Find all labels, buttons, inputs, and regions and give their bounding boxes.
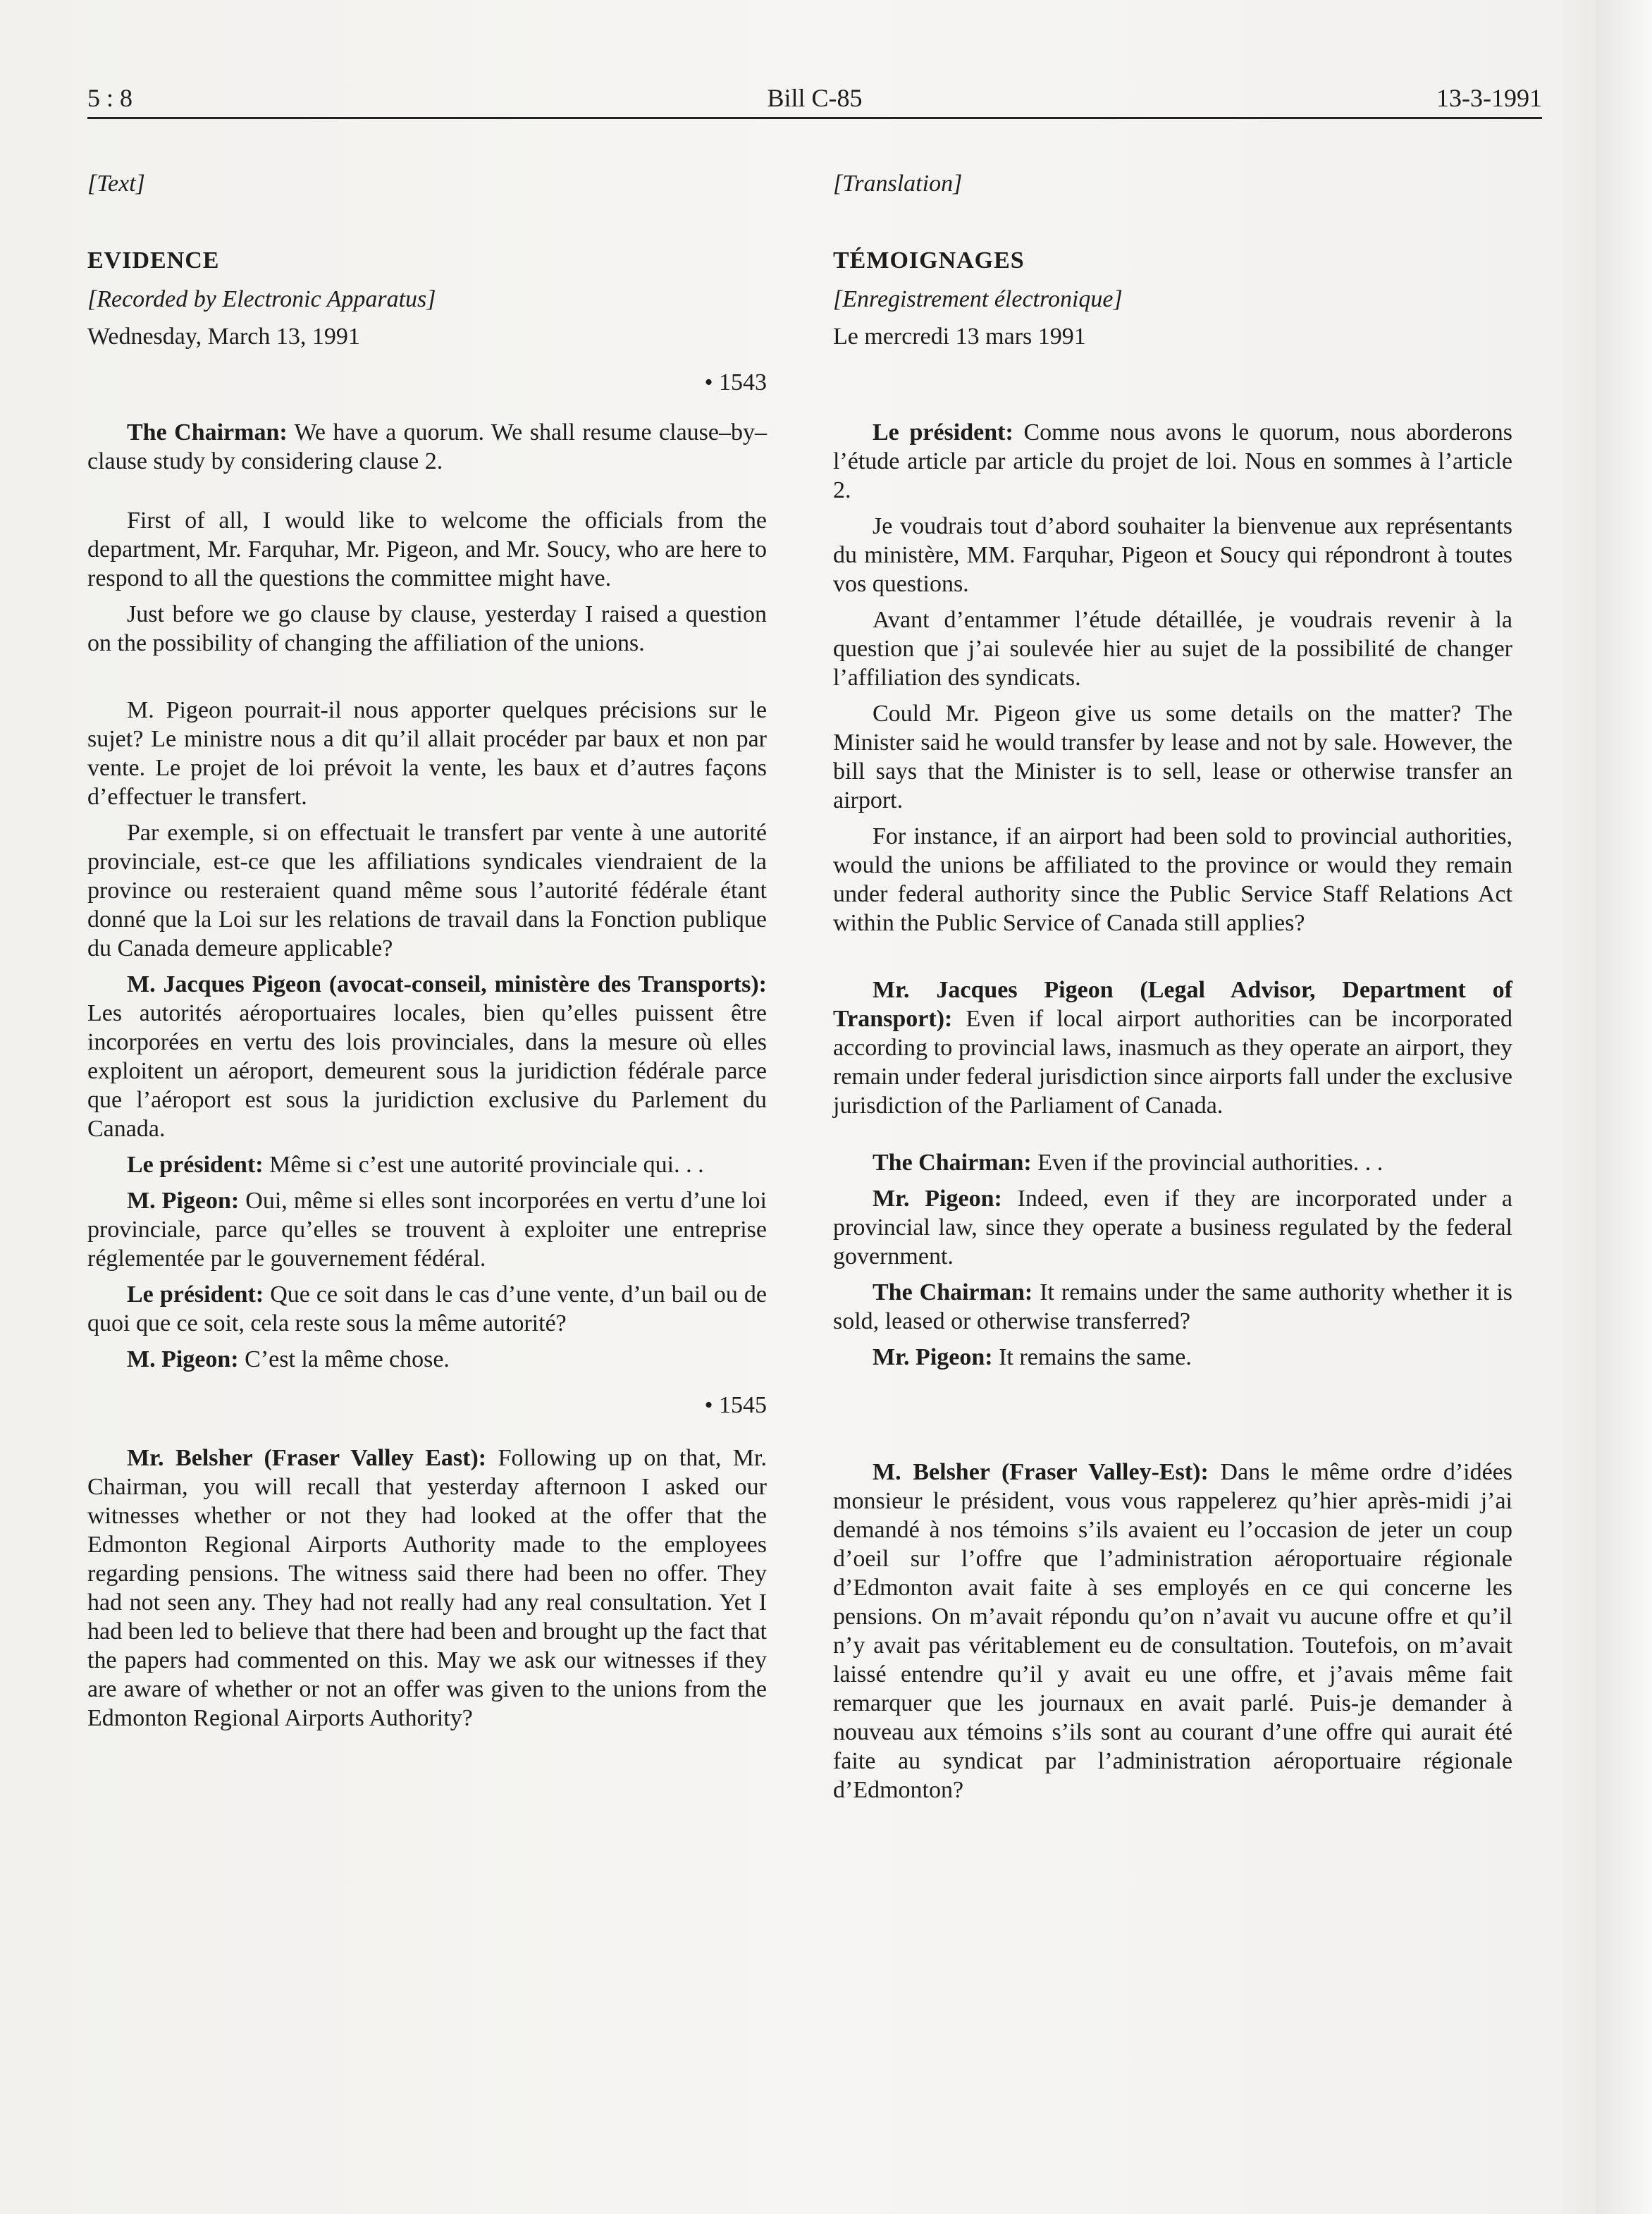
recording-note: [Enregistrement électronique] — [833, 286, 1123, 312]
section-heading: TÉMOIGNAGES — [833, 247, 1025, 273]
speaker-name: Le président: — [873, 419, 1013, 445]
paragraph: The Chairman: We have a quorum. We shall resume clause–by–clause study by considering clause 2. — [87, 419, 768, 474]
paragraph: First of all, I would like to welcome the officials from the department, Mr. Farquhar, Mr. Pigeon, and Mr. Soucy, who are here to respond to all the questions the committee might have. — [87, 508, 767, 591]
paragraph: Le président: Comme nous avons le quorum, nous aborderons l’étude article par article du projet de loi. Nous en sommes à l’article 2. — [833, 419, 1513, 503]
speaker-name: Le président: — [127, 1152, 264, 1178]
speaker-name: The Chairman: — [873, 1150, 1032, 1176]
paragraph: The Chairman: Even if the provincial authorities. . . — [873, 1150, 1383, 1176]
paragraph: M. Pigeon: Oui, même si elles sont incorporées en vertu d’une loi provinciale, parce qu’elles se trouvent à exploiter une entreprise réglementée par le gouvernement fédéral. — [87, 1188, 767, 1272]
speaker-name: M. Pigeon: — [127, 1188, 240, 1214]
speaker-name: M. Jacques Pigeon (avocat-conseil, ministère des Transports): — [127, 971, 767, 997]
bill-title: Bill C-85 — [767, 84, 863, 112]
paragraph: M. Belsher (Fraser Valley-Est): Dans le même ordre d’idées monsieur le président, vous vous rappelerez qu’hier après-midi j’ai demandé à nos témoins s’ils avaient eu l’occasion de jeter un coup d’oeil sur l’offre que l’administration aéroportuaire régionale d’Edmonton avait faite à ses employés en ce qui concerne les pensions. On m’avait répondu qu’on n’avait vu aucune offre et qu’il n’y avait pas véritablement eu de consultation. Toutefois, on m’avait laissé entendre qu’il y avait eu une offre, et j’avais même fait remarquer que les journaux en avait parlé. Puis-je demander à nouveau aux témoins s’ils sont au courant d’une offre qui aurait été faite au syndicat par l’administration aéroportuaire régionale d’Edmonton? — [833, 1459, 1512, 1803]
paragraph: Mr. Pigeon: It remains the same. — [873, 1344, 1192, 1370]
page-folio: 5 : 8 — [87, 84, 133, 112]
paragraph: Par exemple, si on effectuait le transfert par vente à une autorité provinciale, est-ce que les affiliations syndicales viendraient de la province ou resteraient quand même sous l’autorité fédérale étant donné que la Loi sur les relations de travail dans la Fonction publique du Canada demeure applicable? — [87, 820, 767, 961]
paragraph: Le président: Même si c’est une autorité provinciale qui. . . — [127, 1152, 704, 1178]
language-tag: [Translation] — [833, 171, 963, 197]
paragraph: For instance, if an airport had been sold to provincial authorities, would the unions be affiliated to the province or would they remain under federal authority since the Public Service Staff Relations Act within the Public Service of Canada still applies? — [833, 823, 1512, 936]
time-stamp: • 1543 — [704, 369, 767, 395]
speaker-name: M. Belsher (Fraser Valley-Est): — [873, 1459, 1209, 1485]
paragraph: M. Jacques Pigeon (avocat-conseil, ministère des Transports): Les autorités aéroportuaires locales, bien qu’elles puissent être incorporées en vertu des lois provinciales, dans la mesure où elles exploitent un aéroport, demeurent sous la juridiction fédérale parce que l’aéroport est sous la juridiction exclusive du Parlement du Canada. — [87, 971, 767, 1142]
paragraph: M. Pigeon pourrait-il nous apporter quelques précisions sur le sujet? Le ministre nous a dit qu’il allait procéder par baux et non par vente. Le projet de loi prévoit la vente, les baux et d’autres façons d’effectuer le transfert. — [87, 697, 767, 810]
sitting-date: Le mercredi 13 mars 1991 — [833, 324, 1086, 350]
speaker-name: The Chairman: — [873, 1279, 1033, 1305]
section-heading: EVIDENCE — [87, 247, 220, 273]
left-column — [87, 164, 767, 1733]
recording-note: [Recorded by Electronic Apparatus] — [87, 286, 436, 312]
paragraph: Mr. Belsher (Fraser Valley East): Following up on that, Mr. Chairman, you will recall that yesterday afternoon I asked our witnesses whether or not they had looked at the offer that the Edmonton Regional Airports Authority made to the employees regarding pensions. The witness said there had been no offer. They had not seen any. They had not really had any real consultation. Yet I had been led to believe that there had been and brought up the fact that the papers had commented on this. May we ask our witnesses if they are aware of whether or not an offer was given to the unions from the Edmonton Regional Airports Authority? — [87, 1445, 767, 1731]
speaker-name: Mr. Belsher (Fraser Valley East): — [127, 1445, 487, 1471]
paragraph: Avant d’entammer l’étude détaillée, je voudrais revenir à la question que j’ai soulevée hier au sujet de la possibilité de changer l’affiliation des syndicats. — [833, 607, 1512, 691]
time-stamp: • 1545 — [704, 1392, 767, 1418]
page-edge — [1596, 0, 1652, 2214]
speaker-name: Le président: — [127, 1281, 264, 1308]
header-date: 13-3-1991 — [1436, 84, 1542, 112]
speaker-name: Mr. Pigeon: — [873, 1344, 993, 1370]
language-tag: [Text] — [87, 171, 145, 197]
header-rule — [87, 117, 1542, 119]
right-column — [833, 164, 1512, 1804]
speaker-name: M. Pigeon: — [127, 1346, 239, 1372]
paragraph: Mr. Pigeon: Indeed, even if they are incorporated under a provincial law, since they operate a business regulated by the federal government. — [833, 1186, 1512, 1269]
paragraph: Le président: Que ce soit dans le cas d’une vente, d’un bail ou de quoi que ce soit, cela reste sous la même autorité? — [87, 1281, 767, 1336]
speaker-name: Mr. Pigeon: — [873, 1186, 1002, 1212]
paragraph: Je voudrais tout d’abord souhaiter la bienvenue aux représentants du ministère, MM. Farquhar, Pigeon et Soucy qui répondront à toutes vos questions. — [833, 513, 1512, 597]
running-header — [87, 76, 1542, 118]
paragraph: Just before we go clause by clause, yesterday I raised a question on the possibility of changing the affiliation of the unions. — [87, 601, 767, 656]
paragraph: Could Mr. Pigeon give us some details on the matter? The Minister said he would transfer by lease and not by sale. However, the bill says that the Minister is to sell, lease or otherwise transfer an airport. — [833, 701, 1512, 813]
speaker-name: Mr. Jacques Pigeon (Legal Advisor, Department of Transport): — [833, 977, 1512, 1032]
speaker-name: The Chairman: — [127, 419, 288, 445]
paragraph: Mr. Jacques Pigeon (Legal Advisor, Department of Transport): Even if local airport authorities can be incorporated according to provincial laws, inasmuch as they operate an airport, they remain under federal jurisdiction since airports fall under the exclusive jurisdiction of the Parliament of Canada. — [833, 977, 1512, 1119]
sitting-date: Wednesday, March 13, 1991 — [87, 324, 360, 350]
paragraph: The Chairman: It remains under the same authority whether it is sold, leased or otherwise transferred? — [833, 1279, 1512, 1334]
paragraph: M. Pigeon: C’est la même chose. — [127, 1346, 450, 1372]
